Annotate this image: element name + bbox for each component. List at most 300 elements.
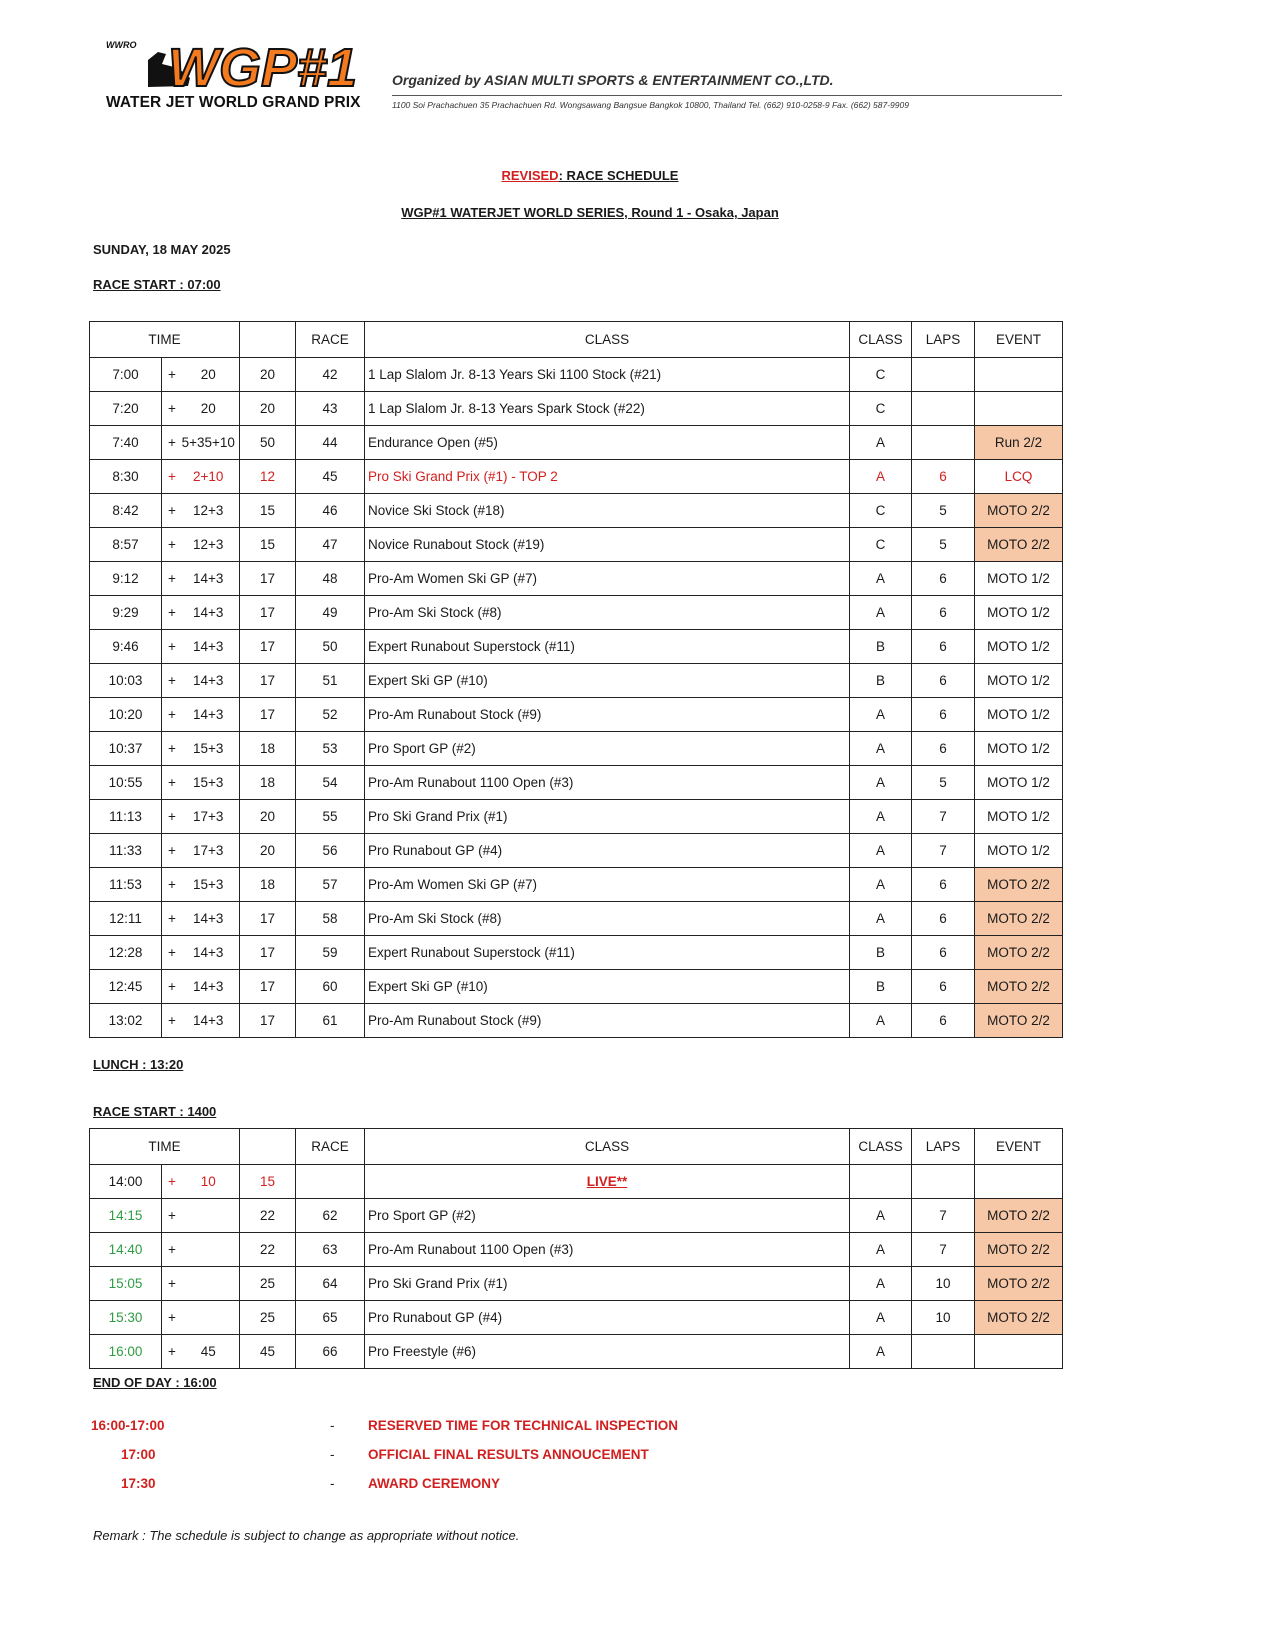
time-cell: 11:13	[90, 800, 162, 834]
class-name: Pro-Am Women Ski GP (#7)	[365, 562, 850, 596]
table-header-row	[90, 322, 1063, 358]
footer-description: RESERVED TIME FOR TECHNICAL INSPECTION	[368, 1418, 679, 1433]
duration-cell: 15	[240, 1165, 296, 1199]
table-row	[90, 664, 1063, 698]
class-name: Pro-Am Ski Stock (#8)	[365, 902, 850, 936]
duration-cell: 15	[240, 528, 296, 562]
duration-cell: 18	[240, 766, 296, 800]
class-name: Pro Sport GP (#2)	[365, 732, 850, 766]
class-letter: C	[850, 358, 912, 392]
event-cell: MOTO 2/2	[975, 1233, 1063, 1267]
plus-sign: +	[162, 834, 178, 868]
added-minutes	[178, 1301, 240, 1335]
duration-cell: 17	[240, 902, 296, 936]
class-letter: A	[850, 426, 912, 460]
time-cell: 7:40	[90, 426, 162, 460]
class-name: 1 Lap Slalom Jr. 8-13 Years Spark Stock (#22)	[365, 392, 850, 426]
plus-sign: +	[162, 562, 178, 596]
time-cell: 14:15	[90, 1199, 162, 1233]
event-cell	[975, 392, 1063, 426]
event-cell: MOTO 2/2	[975, 868, 1063, 902]
time-cell: 8:57	[90, 528, 162, 562]
race-number: 63	[296, 1233, 365, 1267]
header-event: EVENT	[975, 1129, 1063, 1165]
table-row	[90, 1335, 1063, 1369]
laps-count: 6	[912, 460, 975, 494]
added-minutes: 2+10	[178, 460, 240, 494]
added-minutes: 5+35+10	[178, 426, 240, 460]
race-number: 57	[296, 868, 365, 902]
class-name: Expert Runabout Superstock (#11)	[365, 936, 850, 970]
time-cell: 11:33	[90, 834, 162, 868]
footer-time: 16:00-17:00	[91, 1418, 165, 1433]
header-event: EVENT	[975, 322, 1063, 358]
laps-count: 6	[912, 664, 975, 698]
duration-cell: 17	[240, 970, 296, 1004]
event-cell: MOTO 1/2	[975, 766, 1063, 800]
event-cell: MOTO 2/2	[975, 902, 1063, 936]
class-name: Novice Runabout Stock (#19)	[365, 528, 850, 562]
race-number: 61	[296, 1004, 365, 1038]
laps-count	[912, 1335, 975, 1369]
time-cell: 9:12	[90, 562, 162, 596]
header-duration	[240, 1129, 296, 1165]
remark-note: Remark : The schedule is subject to change as appropriate without notice.	[93, 1528, 520, 1543]
laps-count: 5	[912, 494, 975, 528]
laps-count: 6	[912, 698, 975, 732]
header-duration	[240, 322, 296, 358]
table-row	[90, 868, 1063, 902]
race-number: 56	[296, 834, 365, 868]
plus-sign: +	[162, 460, 178, 494]
race-number: 53	[296, 732, 365, 766]
class-letter: A	[850, 562, 912, 596]
header-race: RACE	[296, 1129, 365, 1165]
added-minutes: 15+3	[178, 766, 240, 800]
laps-count: 6	[912, 732, 975, 766]
table-row	[90, 1004, 1063, 1038]
added-minutes: 14+3	[178, 630, 240, 664]
table-row	[90, 358, 1063, 392]
laps-count	[912, 358, 975, 392]
table-row	[90, 392, 1063, 426]
class-name: Pro-Am Ski Stock (#8)	[365, 596, 850, 630]
duration-cell: 17	[240, 664, 296, 698]
laps-count: 6	[912, 562, 975, 596]
plus-sign: +	[162, 528, 178, 562]
class-name: Pro Runabout GP (#4)	[365, 1301, 850, 1335]
laps-count: 5	[912, 528, 975, 562]
table-row	[90, 460, 1063, 494]
class-letter: A	[850, 460, 912, 494]
added-minutes: 17+3	[178, 800, 240, 834]
table-row	[90, 630, 1063, 664]
time-cell: 12:28	[90, 936, 162, 970]
plus-sign: +	[162, 1233, 178, 1267]
added-minutes: 14+3	[178, 698, 240, 732]
class-name: Pro Ski Grand Prix (#1) - TOP 2	[365, 460, 850, 494]
class-letter: A	[850, 1199, 912, 1233]
organizer-address: 1100 Soi Prachachuen 35 Prachachuen Rd. Wongsawang Bangsue Bangkok 10800, Thailand Tel. (662) 910-0258-9 Fax. (662) 587-9909	[392, 100, 909, 110]
class-letter: B	[850, 664, 912, 698]
duration-cell: 17	[240, 562, 296, 596]
lunch-break: LUNCH : 13:20	[93, 1057, 184, 1072]
class-letter: A	[850, 1267, 912, 1301]
laps-count: 5	[912, 766, 975, 800]
time-cell: 12:45	[90, 970, 162, 1004]
plus-sign: +	[162, 1004, 178, 1038]
class-letter: A	[850, 732, 912, 766]
added-minutes: 14+3	[178, 936, 240, 970]
laps-count: 6	[912, 596, 975, 630]
class-letter	[850, 1165, 912, 1199]
time-cell: 8:30	[90, 460, 162, 494]
schedule-date: SUNDAY, 18 MAY 2025	[93, 242, 231, 257]
time-cell: 9:46	[90, 630, 162, 664]
added-minutes: 17+3	[178, 834, 240, 868]
header-class: CLASS	[850, 322, 912, 358]
plus-sign: +	[162, 494, 178, 528]
header-race: RACE	[296, 322, 365, 358]
laps-count: 7	[912, 1199, 975, 1233]
duration-cell: 45	[240, 1335, 296, 1369]
time-cell: 15:05	[90, 1267, 162, 1301]
wgp-logo-graphic	[148, 38, 380, 94]
duration-cell: 50	[240, 426, 296, 460]
laps-count: 10	[912, 1301, 975, 1335]
header-class: CLASS	[850, 1129, 912, 1165]
class-name: Pro-Am Runabout Stock (#9)	[365, 1004, 850, 1038]
event-cell: MOTO 2/2	[975, 970, 1063, 1004]
time-cell: 11:53	[90, 868, 162, 902]
duration-cell: 17	[240, 1004, 296, 1038]
time-cell: 14:00	[90, 1165, 162, 1199]
class-letter: B	[850, 936, 912, 970]
laps-count: 6	[912, 1004, 975, 1038]
added-minutes: 20	[178, 358, 240, 392]
table-row	[90, 936, 1063, 970]
header-time: TIME	[90, 1129, 240, 1165]
table-row	[90, 698, 1063, 732]
added-minutes	[178, 1199, 240, 1233]
time-cell: 7:00	[90, 358, 162, 392]
added-minutes: 12+3	[178, 494, 240, 528]
duration-cell: 12	[240, 460, 296, 494]
race-number: 55	[296, 800, 365, 834]
time-cell: 7:20	[90, 392, 162, 426]
table-row	[90, 732, 1063, 766]
added-minutes: 20	[178, 392, 240, 426]
class-letter: C	[850, 392, 912, 426]
plus-sign: +	[162, 698, 178, 732]
table-row	[90, 1233, 1063, 1267]
race-number: 48	[296, 562, 365, 596]
race-start-afternoon: RACE START : 1400	[93, 1104, 217, 1119]
plus-sign: +	[162, 630, 178, 664]
event-cell: MOTO 1/2	[975, 630, 1063, 664]
added-minutes: 14+3	[178, 902, 240, 936]
footer-time: 17:30	[121, 1476, 156, 1491]
laps-count: 7	[912, 834, 975, 868]
laps-count	[912, 392, 975, 426]
logo-small-text: WWRO	[106, 40, 137, 50]
plus-sign: +	[162, 936, 178, 970]
time-cell: 10:37	[90, 732, 162, 766]
duration-cell: 15	[240, 494, 296, 528]
table-header-row	[90, 1129, 1063, 1165]
laps-count: 7	[912, 1233, 975, 1267]
added-minutes: 12+3	[178, 528, 240, 562]
class-name: Pro Ski Grand Prix (#1)	[365, 800, 850, 834]
duration-cell: 18	[240, 868, 296, 902]
event-cell: MOTO 2/2	[975, 936, 1063, 970]
title-rest: : RACE SCHEDULE	[558, 168, 679, 183]
event-cell: MOTO 1/2	[975, 834, 1063, 868]
class-name: Pro Ski Grand Prix (#1)	[365, 1267, 850, 1301]
class-letter: A	[850, 868, 912, 902]
event-cell: MOTO 2/2	[975, 1004, 1063, 1038]
time-cell: 10:20	[90, 698, 162, 732]
class-name: Pro-Am Runabout 1100 Open (#3)	[365, 766, 850, 800]
added-minutes: 14+3	[178, 596, 240, 630]
race-number: 52	[296, 698, 365, 732]
race-number: 42	[296, 358, 365, 392]
event-cell: MOTO 1/2	[975, 562, 1063, 596]
header-laps: LAPS	[912, 1129, 975, 1165]
plus-sign: +	[162, 970, 178, 1004]
event-cell: LCQ	[975, 460, 1063, 494]
table-row	[90, 834, 1063, 868]
duration-cell: 20	[240, 800, 296, 834]
race-number: 44	[296, 426, 365, 460]
race-number: 60	[296, 970, 365, 1004]
plus-sign: +	[162, 732, 178, 766]
duration-cell: 17	[240, 936, 296, 970]
event-cell: MOTO 2/2	[975, 528, 1063, 562]
time-cell: 9:29	[90, 596, 162, 630]
svg-text:WGP#1: WGP#1	[168, 38, 358, 94]
plus-sign: +	[162, 392, 178, 426]
plus-sign: +	[162, 868, 178, 902]
time-cell: 13:02	[90, 1004, 162, 1038]
time-cell: 8:42	[90, 494, 162, 528]
race-number: 65	[296, 1301, 365, 1335]
class-name: Pro Sport GP (#2)	[365, 1199, 850, 1233]
class-name: Expert Ski GP (#10)	[365, 664, 850, 698]
event-cell	[975, 1165, 1063, 1199]
race-number: 46	[296, 494, 365, 528]
race-number: 59	[296, 936, 365, 970]
table-row	[90, 1165, 1063, 1199]
race-number: 66	[296, 1335, 365, 1369]
class-letter: B	[850, 630, 912, 664]
class-letter: A	[850, 698, 912, 732]
added-minutes: 14+3	[178, 1004, 240, 1038]
class-name: 1 Lap Slalom Jr. 8-13 Years Ski 1100 Stock (#21)	[365, 358, 850, 392]
event-cell	[975, 358, 1063, 392]
header-class-name: CLASS	[365, 322, 850, 358]
plus-sign: +	[162, 1335, 178, 1369]
header-divider	[392, 95, 1062, 96]
footer-dash: -	[330, 1447, 335, 1462]
event-cell: MOTO 1/2	[975, 698, 1063, 732]
race-number	[296, 1165, 365, 1199]
table-row	[90, 596, 1063, 630]
class-name: Novice Ski Stock (#18)	[365, 494, 850, 528]
footer-time: 17:00	[121, 1447, 156, 1462]
table-row	[90, 528, 1063, 562]
duration-cell: 17	[240, 596, 296, 630]
laps-count	[912, 1165, 975, 1199]
event-cell: MOTO 2/2	[975, 1301, 1063, 1335]
event-cell: MOTO 2/2	[975, 1267, 1063, 1301]
event-cell: Run 2/2	[975, 426, 1063, 460]
table-row	[90, 902, 1063, 936]
class-letter: A	[850, 766, 912, 800]
race-number: 49	[296, 596, 365, 630]
duration-cell: 17	[240, 630, 296, 664]
added-minutes: 10	[178, 1165, 240, 1199]
table-row	[90, 494, 1063, 528]
race-number: 64	[296, 1267, 365, 1301]
page-title	[0, 168, 1180, 183]
event-cell: MOTO 2/2	[975, 494, 1063, 528]
event-cell: MOTO 1/2	[975, 732, 1063, 766]
plus-sign: +	[162, 1165, 178, 1199]
time-cell: 10:03	[90, 664, 162, 698]
class-letter: B	[850, 970, 912, 1004]
laps-count	[912, 426, 975, 460]
plus-sign: +	[162, 1301, 178, 1335]
class-name: Expert Runabout Superstock (#11)	[365, 630, 850, 664]
table-row	[90, 766, 1063, 800]
duration-cell: 20	[240, 392, 296, 426]
duration-cell: 25	[240, 1301, 296, 1335]
event-cell: MOTO 2/2	[975, 1199, 1063, 1233]
duration-cell: 25	[240, 1267, 296, 1301]
plus-sign: +	[162, 1199, 178, 1233]
laps-count: 6	[912, 868, 975, 902]
duration-cell: 22	[240, 1233, 296, 1267]
class-name: Pro-Am Runabout Stock (#9)	[365, 698, 850, 732]
laps-count: 7	[912, 800, 975, 834]
duration-cell: 20	[240, 834, 296, 868]
table-row	[90, 562, 1063, 596]
table-row	[90, 1267, 1063, 1301]
header-laps: LAPS	[912, 322, 975, 358]
laps-count: 10	[912, 1267, 975, 1301]
event-logo	[100, 38, 380, 113]
end-of-day: END OF DAY : 16:00	[93, 1375, 217, 1390]
time-cell: 15:30	[90, 1301, 162, 1335]
revised-label: REVISED	[501, 168, 559, 183]
organizer-line: Organized by ASIAN MULTI SPORTS & ENTERTAINMENT CO.,LTD.	[392, 72, 834, 88]
laps-count: 6	[912, 936, 975, 970]
race-number: 62	[296, 1199, 365, 1233]
class-letter: A	[850, 1335, 912, 1369]
duration-cell: 17	[240, 698, 296, 732]
footer-description: AWARD CEREMONY	[368, 1476, 501, 1491]
class-name: Pro-Am Runabout 1100 Open (#3)	[365, 1233, 850, 1267]
table-row	[90, 426, 1063, 460]
plus-sign: +	[162, 596, 178, 630]
class-letter: A	[850, 800, 912, 834]
added-minutes: 14+3	[178, 664, 240, 698]
class-letter: A	[850, 834, 912, 868]
logo-caption: WATER JET WORLD GRAND PRIX	[106, 94, 361, 111]
class-name: LIVE**	[365, 1165, 850, 1199]
class-name: Pro Freestyle (#6)	[365, 1335, 850, 1369]
laps-count: 6	[912, 902, 975, 936]
added-minutes: 15+3	[178, 868, 240, 902]
added-minutes: 14+3	[178, 970, 240, 1004]
duration-cell: 22	[240, 1199, 296, 1233]
race-number: 45	[296, 460, 365, 494]
race-start-morning: RACE START : 07:00	[93, 277, 221, 292]
added-minutes: 15+3	[178, 732, 240, 766]
table-row	[90, 1301, 1063, 1335]
added-minutes	[178, 1233, 240, 1267]
header-class-name: CLASS	[365, 1129, 850, 1165]
class-letter: A	[850, 902, 912, 936]
class-letter: A	[850, 596, 912, 630]
event-cell: MOTO 1/2	[975, 800, 1063, 834]
time-cell: 16:00	[90, 1335, 162, 1369]
plus-sign: +	[162, 902, 178, 936]
footer-dash: -	[330, 1418, 335, 1433]
race-number: 47	[296, 528, 365, 562]
class-name: Pro Runabout GP (#4)	[365, 834, 850, 868]
race-number: 51	[296, 664, 365, 698]
class-letter: C	[850, 494, 912, 528]
page-subtitle: WGP#1 WATERJET WORLD SERIES, Round 1 - Osaka, Japan	[401, 205, 779, 220]
class-letter: C	[850, 528, 912, 562]
table-row	[90, 800, 1063, 834]
class-letter: A	[850, 1301, 912, 1335]
morning-schedule-table	[89, 321, 1063, 1038]
duration-cell: 20	[240, 358, 296, 392]
race-number: 58	[296, 902, 365, 936]
footer-description: OFFICIAL FINAL RESULTS ANNOUCEMENT	[368, 1447, 649, 1462]
plus-sign: +	[162, 664, 178, 698]
time-cell: 14:40	[90, 1233, 162, 1267]
footer-dash: -	[330, 1476, 335, 1491]
class-name: Pro-Am Women Ski GP (#7)	[365, 868, 850, 902]
race-number: 50	[296, 630, 365, 664]
added-minutes: 45	[178, 1335, 240, 1369]
duration-cell: 18	[240, 732, 296, 766]
laps-count: 6	[912, 970, 975, 1004]
class-name: Expert Ski GP (#10)	[365, 970, 850, 1004]
race-number: 54	[296, 766, 365, 800]
time-cell: 12:11	[90, 902, 162, 936]
laps-count: 6	[912, 630, 975, 664]
race-number: 43	[296, 392, 365, 426]
added-minutes	[178, 1267, 240, 1301]
time-cell: 10:55	[90, 766, 162, 800]
event-cell	[975, 1335, 1063, 1369]
afternoon-schedule-table	[89, 1128, 1063, 1369]
plus-sign: +	[162, 800, 178, 834]
plus-sign: +	[162, 1267, 178, 1301]
table-row	[90, 970, 1063, 1004]
plus-sign: +	[162, 426, 178, 460]
header-time: TIME	[90, 322, 240, 358]
class-name: Endurance Open (#5)	[365, 426, 850, 460]
plus-sign: +	[162, 766, 178, 800]
added-minutes: 14+3	[178, 562, 240, 596]
plus-sign: +	[162, 358, 178, 392]
